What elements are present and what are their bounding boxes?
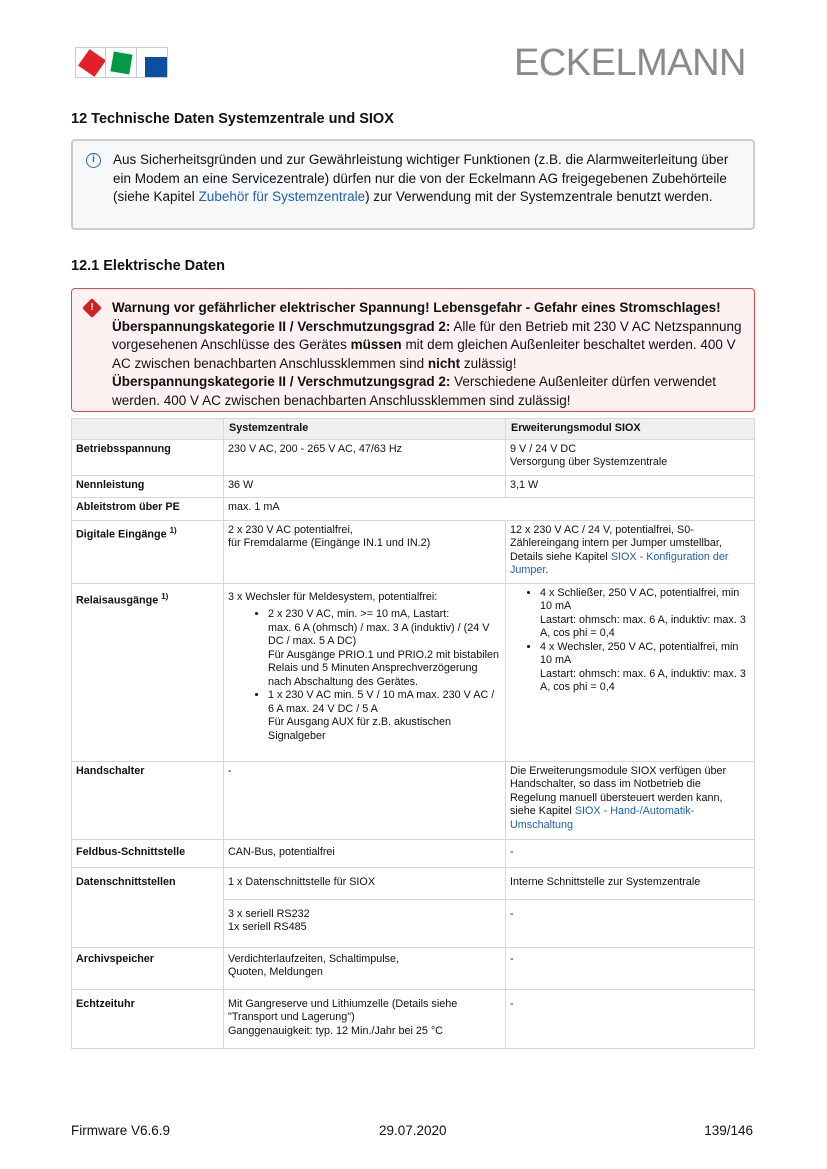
header-cell: Erweiterungsmodul SIOX xyxy=(506,419,755,440)
cell-text: Verdichterlaufzeiten, Schaltimpulse, xyxy=(228,952,400,965)
row-label xyxy=(72,583,224,761)
item-text: Lastart: ohmsch: max. 6 A, induktiv: max. 3 A, cos phi = 0,4 xyxy=(540,613,746,639)
cell: - xyxy=(506,899,755,947)
cell xyxy=(224,583,506,761)
info-box xyxy=(71,139,755,230)
relay-list xyxy=(510,587,749,695)
list-item xyxy=(540,641,749,695)
table-row xyxy=(72,439,755,475)
cell-text: für Fremdalarme (Eingänge IN.1 und IN.2) xyxy=(228,537,431,549)
cell xyxy=(506,583,755,761)
cell xyxy=(224,947,506,989)
warning-icon: ! xyxy=(82,298,102,318)
item-text: 2 x 230 V AC, min. >= 10 mA, Lastart: xyxy=(268,608,450,620)
cell-text: Versorgung über Systemzentrale xyxy=(510,456,668,468)
warning-label: Überspannungskategorie II / Verschmutzungsgrad 2: xyxy=(112,318,451,334)
list-item xyxy=(268,689,500,743)
cell xyxy=(224,989,506,1048)
relay-list xyxy=(228,608,500,743)
cell xyxy=(506,520,755,583)
cell: - xyxy=(224,761,506,839)
cell: 230 V AC, 200 - 265 V AC, 47/63 Hz xyxy=(224,439,506,475)
row-label: Betriebsspannung xyxy=(72,439,224,475)
link-siox-jumper[interactable]: SIOX - Konfiguration der Jumper xyxy=(510,550,729,576)
warning-text: Verschiedene Außenleiter dürfen verwendet werden. 400 V AC zwischen benachbarten Anschlussklemmen sind zulässig! xyxy=(112,374,716,408)
list-item xyxy=(540,587,749,641)
table-row xyxy=(72,520,755,583)
item-text: 1 x 230 V AC min. 5 V / 10 mA max. 230 V AC / 6 A max. 24 V DC / 5 A xyxy=(268,689,495,715)
row-label: Echtzeituhr xyxy=(72,989,224,1048)
footer-page-number: 139/146 xyxy=(704,1123,753,1138)
warning-text: mit dem gleichen Außenleiter beschaltet werden. 400 V AC zwischen benachbarten Anschlussklemmen sind xyxy=(112,337,736,371)
warning-box xyxy=(71,288,755,412)
cell-text: Quoten, Meldungen xyxy=(228,966,323,978)
cell-text: Ganggenauigkeit: typ. 12 Min./Jahr bei 25 °C xyxy=(228,1024,443,1037)
row-label: Nennleistung xyxy=(72,475,224,498)
warning-text: Alle für den Betrieb mit 230 V AC Netzspannung vorgesehenen Anschlüsse des Gerätes xyxy=(112,318,742,352)
table-row xyxy=(72,761,755,839)
table-row xyxy=(72,867,755,899)
footer-date: 29.07.2020 xyxy=(379,1123,447,1138)
cell-text: Mit Gangreserve und Lithiumzelle (Details siehe "Transport und Lagerung") xyxy=(228,997,458,1023)
warning-emph: nicht xyxy=(427,355,461,371)
row-label: Handschalter xyxy=(72,761,224,839)
cell xyxy=(224,899,506,947)
row-label: Datenschnittstellen xyxy=(72,867,224,947)
footnote-mark: 1) xyxy=(169,525,177,535)
item-text: Für Ausgänge PRIO.1 und PRIO.2 mit bistabilen Relais und 5 Minuten Ansprechverzögerung nach Abschaltung des Gerätes. xyxy=(268,648,500,688)
item-text: 4 x Schließer, 250 V AC, potentialfrei, min 10 mA xyxy=(540,586,740,612)
warning-title: Warnung vor gefährlicher elektrischer Spannung! Lebensgefahr - Gefahr eines Stromschlages! xyxy=(112,300,721,315)
item-text: 4 x Wechsler, 250 V AC, potentialfrei, min 10 mA xyxy=(540,640,739,666)
info-text-end: ) zur Verwendung mit der Systemzentrale benutzt werden. xyxy=(365,189,713,204)
warning-text: zulässig! xyxy=(460,355,517,371)
info-icon: i xyxy=(86,153,101,168)
cell-text: 1x seriell RS485 xyxy=(228,921,307,933)
row-label: Ableitstrom über PE xyxy=(72,498,224,521)
header-cell xyxy=(72,419,224,440)
label-text: Relaisausgänge xyxy=(76,594,162,607)
cell xyxy=(506,439,755,475)
brand-name: ECKELMANN xyxy=(514,42,746,84)
cell-text: 3 x seriell RS232 xyxy=(228,907,310,920)
cell: 3,1 W xyxy=(506,475,755,498)
footnote-mark: 1) xyxy=(161,591,169,601)
cell: 36 W xyxy=(224,475,506,498)
row-label: Feldbus-Schnittstelle xyxy=(72,839,224,867)
spec-table xyxy=(71,418,755,1049)
item-text: Für Ausgang AUX für z.B. akustischen Signalgeber xyxy=(268,716,452,742)
cell-text: 3 x Wechsler für Meldesystem, potentialfrei: xyxy=(228,590,438,603)
cell: - xyxy=(506,839,755,867)
table-row xyxy=(72,839,755,867)
table-row xyxy=(72,498,755,521)
cell-text: . xyxy=(545,564,549,576)
item-text: max. 6 A (ohmsch) / max. 3 A (induktiv) / (24 V DC / max. 5 A DC) xyxy=(268,621,490,647)
cell: - xyxy=(506,947,755,989)
warning-emph: müssen xyxy=(350,337,402,352)
cell: - xyxy=(506,989,755,1048)
row-label xyxy=(72,520,224,583)
table-row xyxy=(72,583,755,761)
row-label: Archivspeicher xyxy=(72,947,224,989)
link-zubehoer[interactable]: Zubehör für Systemzentrale xyxy=(198,189,366,204)
table-row xyxy=(72,947,755,989)
list-item xyxy=(268,608,500,689)
cell-text: 9 V / 24 V DC xyxy=(510,442,577,455)
cell-text: 12 x 230 V AC / 24 V, potentialfrei, S0-Zählereingang intern per Jumper umstellbar, Details siehe Kapitel xyxy=(510,523,722,563)
cell: 1 x Datenschnittstelle für SIOX xyxy=(224,867,506,899)
item-text: Lastart: ohmsch: max. 6 A, induktiv: max. 3 A, cos phi = 0,4 xyxy=(540,667,746,693)
header-cell: Systemzentrale xyxy=(224,419,506,440)
cell xyxy=(224,520,506,583)
cell xyxy=(506,761,755,839)
table-row xyxy=(72,989,755,1048)
label-text: Digitale Eingänge xyxy=(76,528,170,541)
footer-firmware: Firmware V6.6.9 xyxy=(71,1123,171,1138)
table-row xyxy=(72,475,755,498)
link-siox-hand[interactable]: SIOX - Hand-/Automatik-Umschaltung xyxy=(510,805,695,831)
section-title: 12.1 Elektrische Daten xyxy=(71,258,225,274)
cell-text: 2 x 230 V AC potentialfrei, xyxy=(228,523,353,536)
table-header-row xyxy=(72,419,755,440)
cell: Interne Schnittstelle zur Systemzentrale xyxy=(506,867,755,899)
chapter-title: 12 Technische Daten Systemzentrale und SIOX xyxy=(71,111,394,127)
warning-label: Überspannungskategorie II / Verschmutzungsgrad 2: xyxy=(112,374,451,389)
info-text: Aus Sicherheitsgründen und zur Gewährleistung wichtiger Funktionen (z.B. die Alarmweiterleitung über ein Modem an eine Servicezentrale) dürfen nur die von der Eckelmann AG freigegebenen Zubehörteile (siehe Kapitel xyxy=(113,152,729,204)
cell: max. 1 mA xyxy=(224,498,755,521)
eckelmann-logo xyxy=(75,47,168,78)
cell: CAN-Bus, potentialfrei xyxy=(224,839,506,867)
cell-text: Die Erweiterungsmodule SIOX verfügen über Handschalter, so dass im Notbetrieb die Regelung manuell übersteuert werden kann, siehe Kapitel xyxy=(510,764,727,817)
